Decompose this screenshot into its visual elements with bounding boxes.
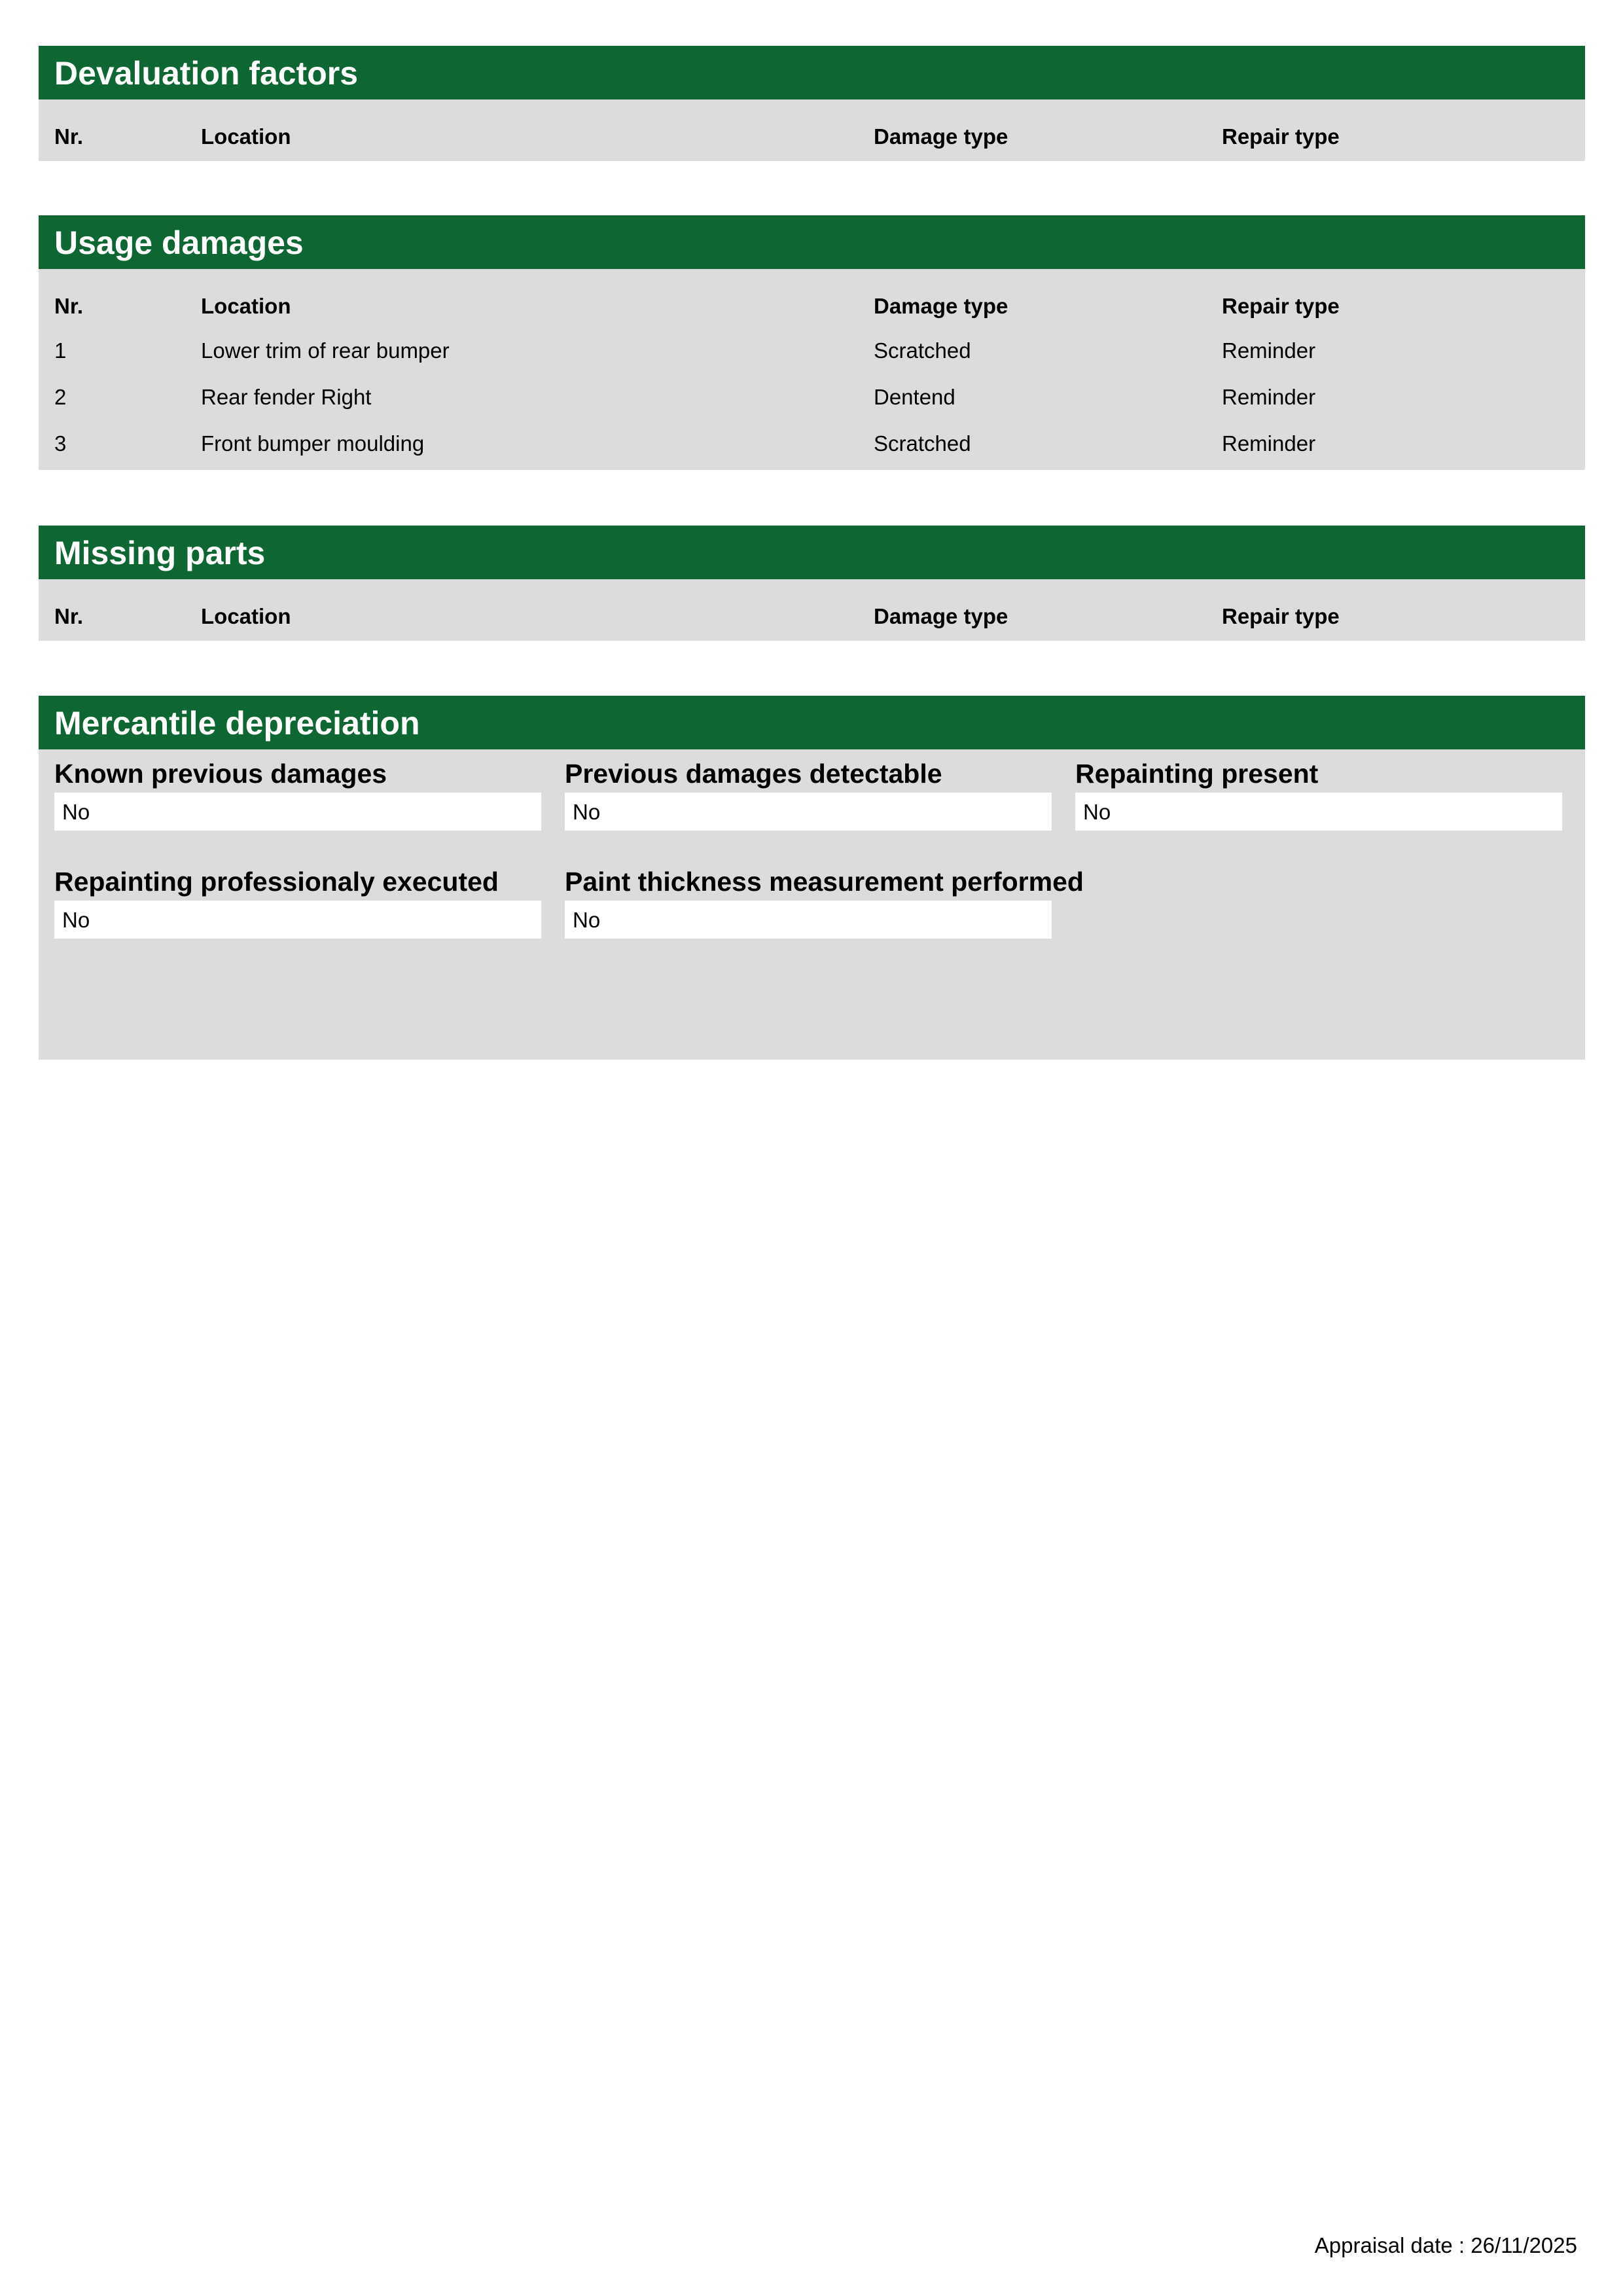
row-damage-type: Scratched (874, 338, 971, 363)
column-header-damage-type: Damage type (874, 294, 1008, 318)
table-row (39, 331, 1585, 377)
column-header-repair-type: Repair type (1222, 604, 1340, 628)
table-row (39, 377, 1585, 423)
column-header-damage-type: Damage type (874, 604, 1008, 628)
table-header-row (39, 269, 1585, 331)
row-nr: 2 (54, 385, 67, 409)
devaluation-factors-section (39, 46, 1585, 161)
row-location: Rear fender Right (201, 385, 372, 409)
field-label: Known previous damages (54, 759, 387, 789)
field-value: No (1075, 793, 1562, 831)
previous-damages-detectable-field (565, 757, 1052, 831)
row-location: Lower trim of rear bumper (201, 338, 450, 363)
section-title: Usage damages (39, 215, 1585, 269)
table-row (39, 423, 1585, 470)
field-label: Repainting professionaly executed (54, 867, 499, 897)
missing-parts-section (39, 526, 1585, 641)
section-title: Mercantile depreciation (39, 696, 1585, 749)
mercantile-depreciation-section (39, 696, 1585, 1060)
column-header-nr: Nr. (54, 124, 84, 149)
appraisal-date: Appraisal date : 26/11/2025 (1314, 2233, 1577, 2257)
row-nr: 3 (54, 431, 67, 456)
known-previous-damages-field (54, 757, 541, 831)
row-damage-type: Dentend (874, 385, 955, 409)
table-header-row (39, 579, 1585, 641)
row-repair-type: Reminder (1222, 431, 1316, 456)
column-header-damage-type: Damage type (874, 124, 1008, 149)
section-title: Devaluation factors (39, 46, 1585, 99)
column-header-location: Location (201, 124, 291, 149)
table-header-row (39, 99, 1585, 161)
field-value: No (54, 901, 541, 939)
field-label: Previous damages detectable (565, 759, 942, 789)
column-header-repair-type: Repair type (1222, 124, 1340, 149)
column-header-location: Location (201, 604, 291, 628)
row-repair-type: Reminder (1222, 385, 1316, 409)
usage-damages-section (39, 215, 1585, 470)
field-value: No (54, 793, 541, 831)
field-label: Repainting present (1075, 759, 1319, 789)
row-nr: 1 (54, 338, 67, 363)
field-label: Paint thickness measurement performed (565, 867, 1084, 897)
field-value: No (565, 793, 1052, 831)
column-header-nr: Nr. (54, 294, 84, 318)
repainting-professionaly-executed-field (54, 865, 541, 939)
column-header-nr: Nr. (54, 604, 84, 628)
row-repair-type: Reminder (1222, 338, 1316, 363)
paint-thickness-measurement-field (565, 865, 1084, 939)
column-header-repair-type: Repair type (1222, 294, 1340, 318)
row-location: Front bumper moulding (201, 431, 425, 456)
column-header-location: Location (201, 294, 291, 318)
field-value: No (565, 901, 1052, 939)
section-title: Missing parts (39, 526, 1585, 579)
row-damage-type: Scratched (874, 431, 971, 456)
repainting-present-field (1075, 757, 1562, 831)
